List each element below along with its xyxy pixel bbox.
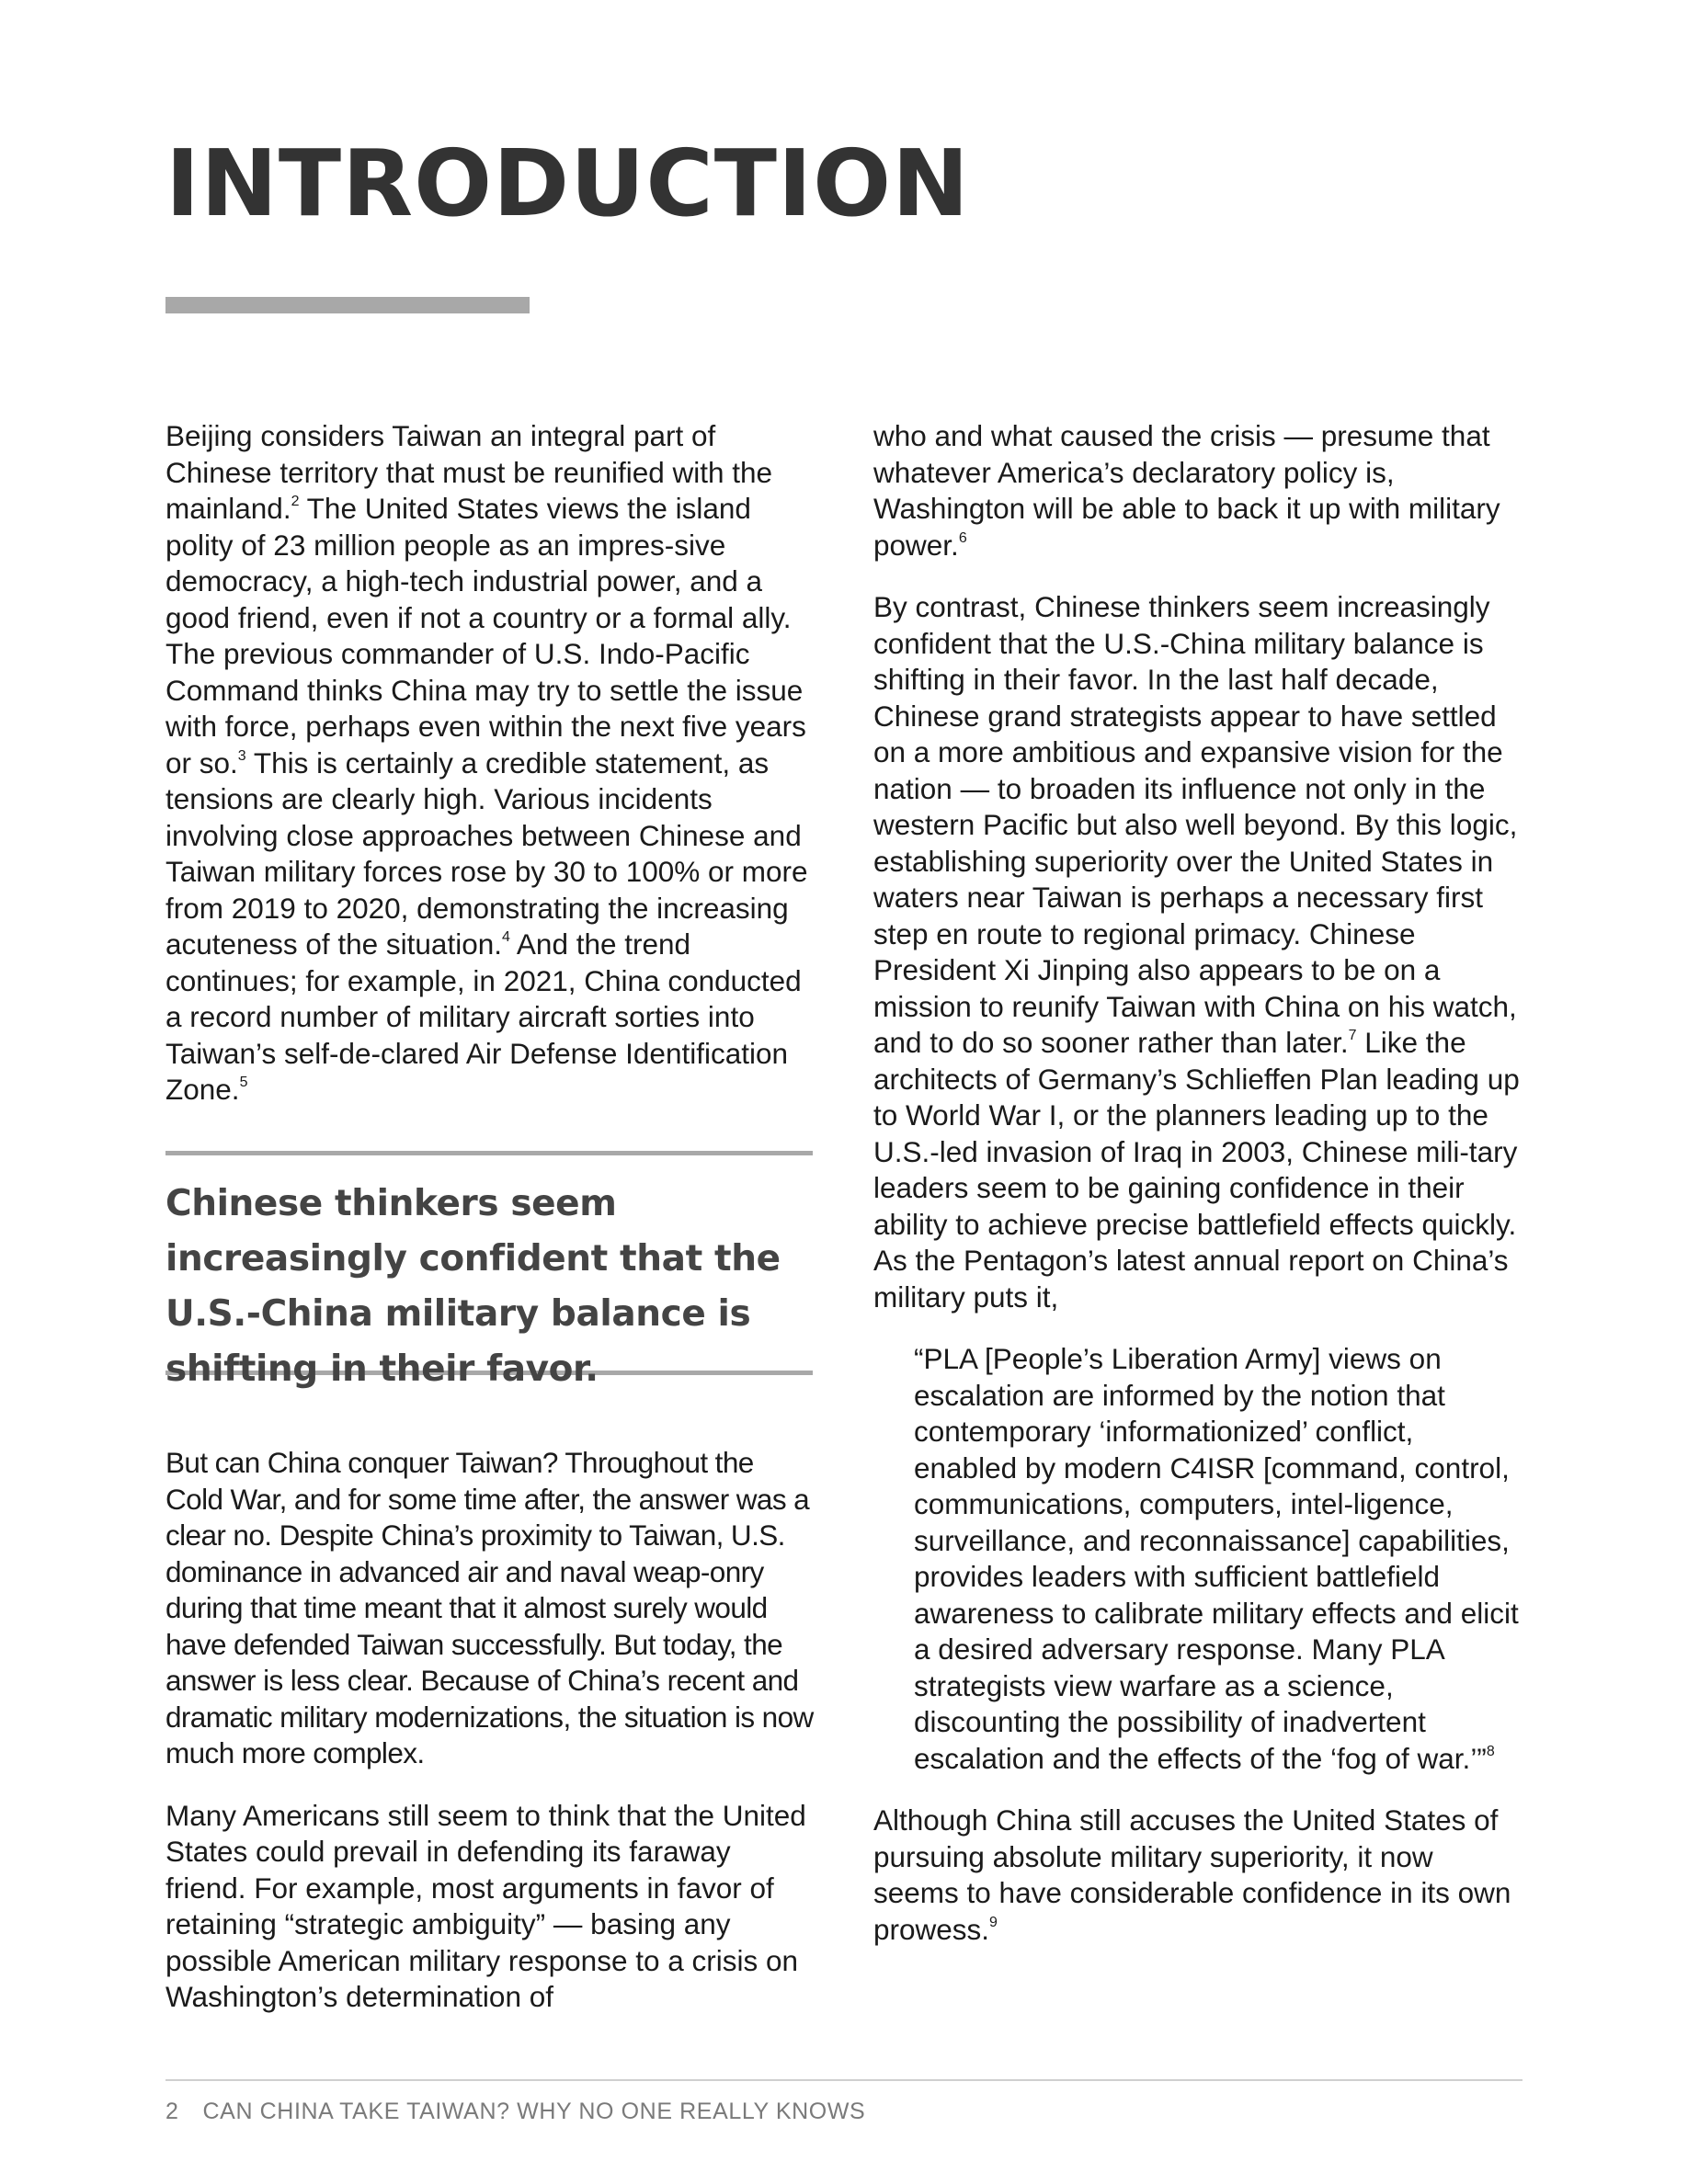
block-quote-text: “PLA [People’s Liberation Army] views on escalation are informed by the notion that contemporary ‘informationized’ conflict, enabled by modern C4ISR [command, control, communications, computers, intel-ligence, surveillance, and reconnaissance] capabilities, provides leaders with sufficient battlefield awareness to calibrate military effects and elicit a desired adversary response. Many PLA strategists view warfare as a science, discounting the possibility of inadvertent escalation and the effects of the ‘fog of war.’” (914, 1342, 1519, 1775)
title-underline-bar (165, 297, 530, 313)
intro-paragraph-6-text: Although China still accuses the United States of pursuing absolute military superiority, it now seems to have considerable confidence in its own prowess. (873, 1803, 1511, 1946)
page-title: INTRODUCTION (165, 130, 970, 237)
intro-paragraph-1-part-3: This is certainly a credible statement, as tensions are clearly high. Various incidents involving close approaches between Chinese and Taiwan military forces rose by 30 to 100% or more from 2019 to 2020, demonstrating the increasing acuteness of the situation. (165, 745, 808, 961)
page-number: 2 (165, 2099, 179, 2124)
intro-paragraph-4 (873, 418, 1522, 563)
intro-paragraph-5-part-2: Like the architects of Germany’s Schlieffen Plan leading up to World War I, or the planners leading up to the U.S.-led invasion of Iraq in 2003, Chinese mili-tary leaders seem to be gaining confidence in their ability to achieve precise battlefield effects quickly. As the Pentagon’s latest annual report on China’s military puts it, (873, 1026, 1520, 1314)
footnote-ref-2: 2 (291, 494, 300, 509)
pull-quote-text: Chinese thinkers seem increasingly confident that the U.S.-China military balance is shifting in their favor. (165, 1183, 781, 1390)
footer-divider (165, 2079, 1523, 2081)
pull-quote (165, 1151, 813, 1390)
footnote-ref-9: 9 (989, 1914, 998, 1930)
intro-paragraph-1 (165, 418, 818, 1109)
right-column (873, 418, 1522, 1974)
left-column-lower (165, 1445, 818, 2042)
footnote-ref-4: 4 (502, 929, 510, 945)
page-footer (165, 2098, 865, 2125)
intro-paragraph-5 (873, 589, 1522, 1315)
footnote-ref-3: 3 (237, 747, 246, 764)
intro-paragraph-4-text: who and what caused the crisis — presume that whatever America’s declaratory policy is, Washington will be able to back it up with military power. (873, 419, 1500, 562)
block-quote (914, 1341, 1522, 1777)
footnote-ref-5: 5 (239, 1075, 248, 1090)
intro-paragraph-3: Many Americans still seem to think that the United States could prevail in defending its faraway friend. For example, most arguments in favor of retaining “strategic ambiguity” — basing any possible American military response to a crisis on Washington’s determination of (165, 1798, 806, 2013)
footnote-ref-8: 8 (1486, 1743, 1495, 1759)
intro-paragraph-2: But can China conquer Taiwan? Throughout the Cold War, and for some time after, the answer was a clear no. Despite China’s proximity to Taiwan, U.S. dominance in advanced air and naval weap-onry during that time meant that it almost surely would have defended Taiwan successfully. But today, the answer is less clear. Because of China’s recent and dramatic military modernizations, the situation is now much more complex. (165, 1446, 814, 1769)
intro-paragraph-6 (873, 1803, 1522, 1948)
footnote-ref-6: 6 (958, 529, 967, 546)
intro-paragraph-1-part-2: The United States views the island polity of 23 million people as an impres-sive democracy, a high-tech industrial power, and a good friend, even if not a country or a formal ally. The previous commander of U.S. Indo-Pacific Command thinks China may try to settle the issue with force, perhaps even within the next five years or so. (165, 492, 806, 779)
intro-paragraph-1-part-4: And the trend continues; for example, in 2021, China conducted a record number of military aircraft sorties into Taiwan’s self-de-clared Air Defense Identification Zone. (165, 927, 802, 1106)
intro-paragraph-1-part-1: Beijing considers Taiwan an integral part of Chinese territory that must be reunified with the mainland. (165, 419, 773, 525)
running-title: CAN CHINA TAKE TAIWAN? WHY NO ONE REALLY KNOWS (202, 2099, 866, 2124)
intro-paragraph-5-part-1: By contrast, Chinese thinkers seem increasingly confident that the U.S.-China military balance is shifting in their favor. In the last half decade, Chinese grand strategists appear to have settled on a more ambitious and expansive vision for the nation — to broaden its influence not only in the western Pacific but also well beyond. By this logic, establishing superiority over the United States in waters near Taiwan is perhaps a necessary first step en route to regional primacy. Chinese President Xi Jinping also appears to be on a mission to reunify Taiwan with China on his watch, and to do so sooner rather than later. (873, 590, 1518, 1059)
left-column (165, 418, 818, 1134)
footnote-ref-7: 7 (1348, 1028, 1357, 1043)
